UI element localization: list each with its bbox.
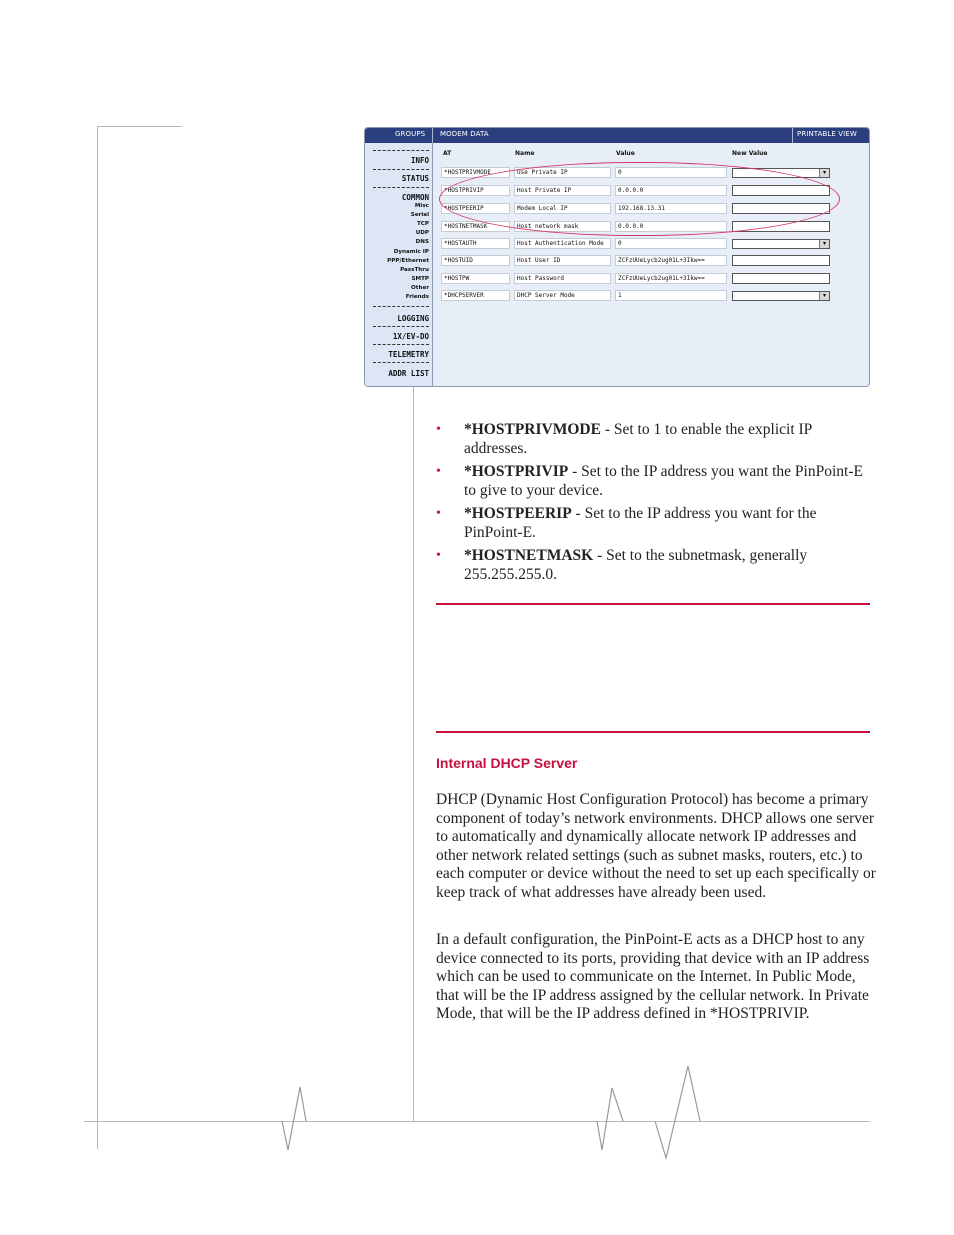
value-cell: 192.168.13.31 [615,203,727,214]
at-cell: *HOSTPEERIP [441,203,510,214]
chevron-down-icon[interactable]: ▾ [819,292,829,300]
nav-sub-misc[interactable]: Misc [414,203,429,209]
frame-top-line [97,126,182,127]
paragraph-dhcp-intro: DHCP (Dynamic Host Configuration Protocol) has become a primary component of today’s network environments. DHCP allows one server to automatically and dynamically allocate network IP addresses and other network related settings (such as subnet masks, routers, etc.) to each computer or device without the need to set up each specifically or keep track of what addresses have already been used. [436,791,876,901]
at-cell: *DHCPSERVER [441,290,510,301]
nav-sub-udp[interactable]: UDP [415,230,429,236]
bullet-term: *HOSTPRIVMODE [464,421,601,438]
name-cell: Host Password [514,273,611,284]
chevron-down-icon[interactable]: ▾ [819,169,829,177]
list-item [436,546,876,584]
nav-sub-smtp[interactable]: SMTP [411,276,429,282]
nav-status[interactable]: STATUS [401,174,429,183]
bullet-text: - Set to the IP address you want for the PinPoint-E. [464,505,817,541]
groups-header: GROUPS [395,130,426,138]
screenshot-header-bar [365,128,869,143]
bullet-term: *HOSTPEERIP [464,505,572,522]
frame-left-line [97,127,98,1149]
nav-addr-list[interactable]: ADDR LIST [388,369,429,378]
name-cell: Host Authentication Mode [514,238,611,249]
at-cell: *HOSTNETMASK [441,221,510,232]
nav-sub-dynamic-ip[interactable]: Dynamic IP [393,249,429,255]
bullet-text: - Set to 1 to enable the explicit IP addresses. [464,421,812,457]
bullet-term: *HOSTPRIVIP [464,463,569,480]
nav-1x-evdo[interactable]: 1X/EV-DO [392,332,429,341]
nav-sub-tcp[interactable]: TCP [416,221,429,227]
printable-view-link[interactable]: PRINTABLE VIEW [797,130,857,138]
column-header-new-value: New Value [732,150,768,157]
value-cell: 0.0.0.0 [615,185,727,196]
bullet-icon: • [436,506,441,521]
frame-column-line [413,386,414,1122]
column-header-value: Value [616,150,635,157]
bullet-text: - Set to the subnetmask, generally 255.255.255.0. [464,547,808,583]
name-cell: Use Private IP [514,167,611,178]
value-cell: ZCFzUUeLycb2ug01L+3Ikw== [615,255,727,266]
nav-logging[interactable]: LOGGING [397,314,429,323]
nav-common[interactable]: COMMON [401,193,429,202]
setting-descriptions [436,420,876,588]
bullet-icon: • [436,464,441,479]
bullet-icon: • [436,548,441,563]
nav-sub-friends[interactable]: Friends [405,294,429,300]
divider-rule-bottom [436,731,870,733]
list-item [436,462,876,500]
paragraph-default-config: In a default configuration, the PinPoint-E acts as a DHCP host to any device connected to its ports, providing that device with an IP address which can be used to communicate on the Internet. In Public Mode, that will be the IP address assigned by the cellular network. In Private Mode, that will be the IP address defined in *HOSTPRIVIP. [436,931,870,1023]
nav-sub-dns[interactable]: DNS [415,239,429,245]
divider-rule-top [436,603,870,605]
value-cell: 0 [615,167,727,178]
column-header-at: AT [443,150,452,157]
nav-sub-serial[interactable]: Serial [410,212,429,218]
name-cell: DHCP Server Mode [514,290,611,301]
highlight-oval [439,162,840,236]
bullet-term: *HOSTNETMASK [464,547,594,564]
modem-data-header: MODEM DATA [440,130,489,138]
at-cell: *HOSTPRIVMODE [441,167,510,178]
new-value-select[interactable] [732,291,830,301]
value-cell: 0 [615,238,727,249]
name-cell: Host User ID [514,255,611,266]
groups-sidebar [365,143,433,386]
nav-sub-other[interactable]: Other [411,285,429,291]
new-value-select[interactable] [732,239,830,249]
name-cell: Host Private IP [514,185,611,196]
value-cell: 1 [615,290,727,301]
bullet-text: - Set to the IP address you want the PinPoint-E to give to your device. [464,463,863,499]
name-cell: Modem Local IP [514,203,611,214]
new-value-input[interactable] [732,255,830,266]
list-item [436,504,876,542]
column-header-name: Name [515,150,535,157]
nav-info[interactable]: INFO [410,156,429,165]
bullet-icon: • [436,422,441,437]
list-item [436,420,876,458]
at-cell: *HOSTPRIVIP [441,185,510,196]
chevron-down-icon[interactable]: ▾ [819,240,829,248]
nav-sub-passthru[interactable]: PassThru [400,267,429,273]
at-cell: *HOSTPW [441,273,510,284]
footer-waveform [0,1060,954,1170]
new-value-input[interactable] [732,273,830,284]
value-cell: 0.0.0.0 [615,221,727,232]
nav-telemetry[interactable]: TELEMETRY [388,350,429,359]
value-cell: ZCFzUUeLycb2ug01L+3Ikw== [615,273,727,284]
section-title: Internal DHCP Server [436,755,578,771]
at-cell: *HOSTUID [441,255,510,266]
at-cell: *HOSTAUTH [441,238,510,249]
name-cell: Host network mask [514,221,611,232]
nav-sub-ppp-ethernet[interactable]: PPP/Ethernet [387,258,429,264]
